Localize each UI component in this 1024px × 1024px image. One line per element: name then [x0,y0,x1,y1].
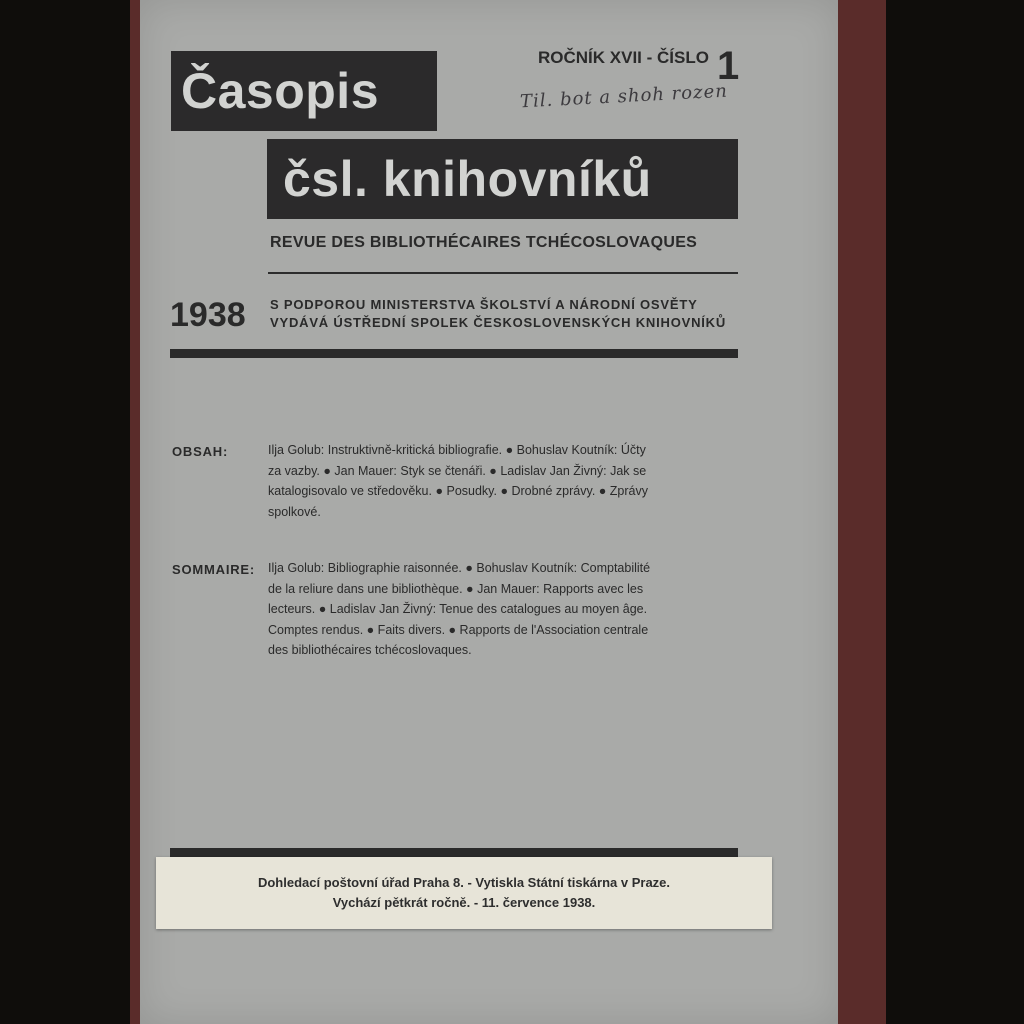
obsah-line: Ilja Golub: Instruktivně-kritická bibliografie. ● Bohuslav Koutník: Účty [268,443,646,457]
postal-label-line-1: Dohledací poštovní úřad Praha 8. - Vytiskla Státní tiskárna v Praze. [257,875,671,890]
postal-label [156,857,772,929]
subtitle: REVUE DES BIBLIOTHÉCAIRES TCHÉCOSLOVAQUES [270,234,698,251]
sommaire-line: lecteurs. ● Ladislav Jan Živný: Tenue des catalogues au moyen âge. [268,602,648,616]
sommaire-line: Ilja Golub: Bibliographie raisonnée. ● Bohuslav Koutník: Comptabilité [268,561,651,575]
publisher-info [270,296,726,332]
obsah-text [268,440,768,522]
handwritten-note: Til. bot a shoh rozen [519,80,729,113]
sommaire-line: de la reliure dans une bibliothèque. ● Jan Mauer: Rapports avec les [268,581,644,596]
divider-thick [170,349,738,358]
issue-number: 1 [717,44,740,88]
title-line-1: Časopis [171,51,437,131]
sommaire-text [268,558,768,661]
title-line-2: čsl. knihovníků [267,139,738,219]
obsah-line: za vazby. ● Jan Mauer: Styk se čtenáři. ● Ladislav Jan Živný: Jak se [268,463,647,478]
sommaire-line: des bibliothécaires tchécoslovaques. [268,643,472,657]
sommaire-label: SOMMAIRE: [172,562,256,577]
publisher-line-2: VYDÁVÁ ÚSTŘEDNÍ SPOLEK ČESKOSLOVENSKÝCH KNIHOVNÍKŮ [270,315,727,330]
divider-thin [268,272,738,274]
sommaire-line: Comptes rendus. ● Faits divers. ● Rapports de l'Association centrale [268,622,649,637]
publisher-line-1: S PODPOROU MINISTERSTVA ŠKOLSTVÍ A NÁRODNÍ OSVĚTY [270,297,698,312]
obsah-line: spolkové. [268,504,321,519]
year: 1938 [170,296,246,334]
volume-label: ROČNÍK XVII - ČÍSLO [538,48,709,67]
obsah-label: OBSAH: [172,444,229,459]
divider-bottom [170,848,738,857]
obsah-line: katalogisovalo ve středověku. ● Posudky. ● Drobné zprávy. ● Zprávy [268,484,648,498]
postal-label-line-2: Vychází pětkrát ročně. - 11. července 1938. [332,895,596,910]
